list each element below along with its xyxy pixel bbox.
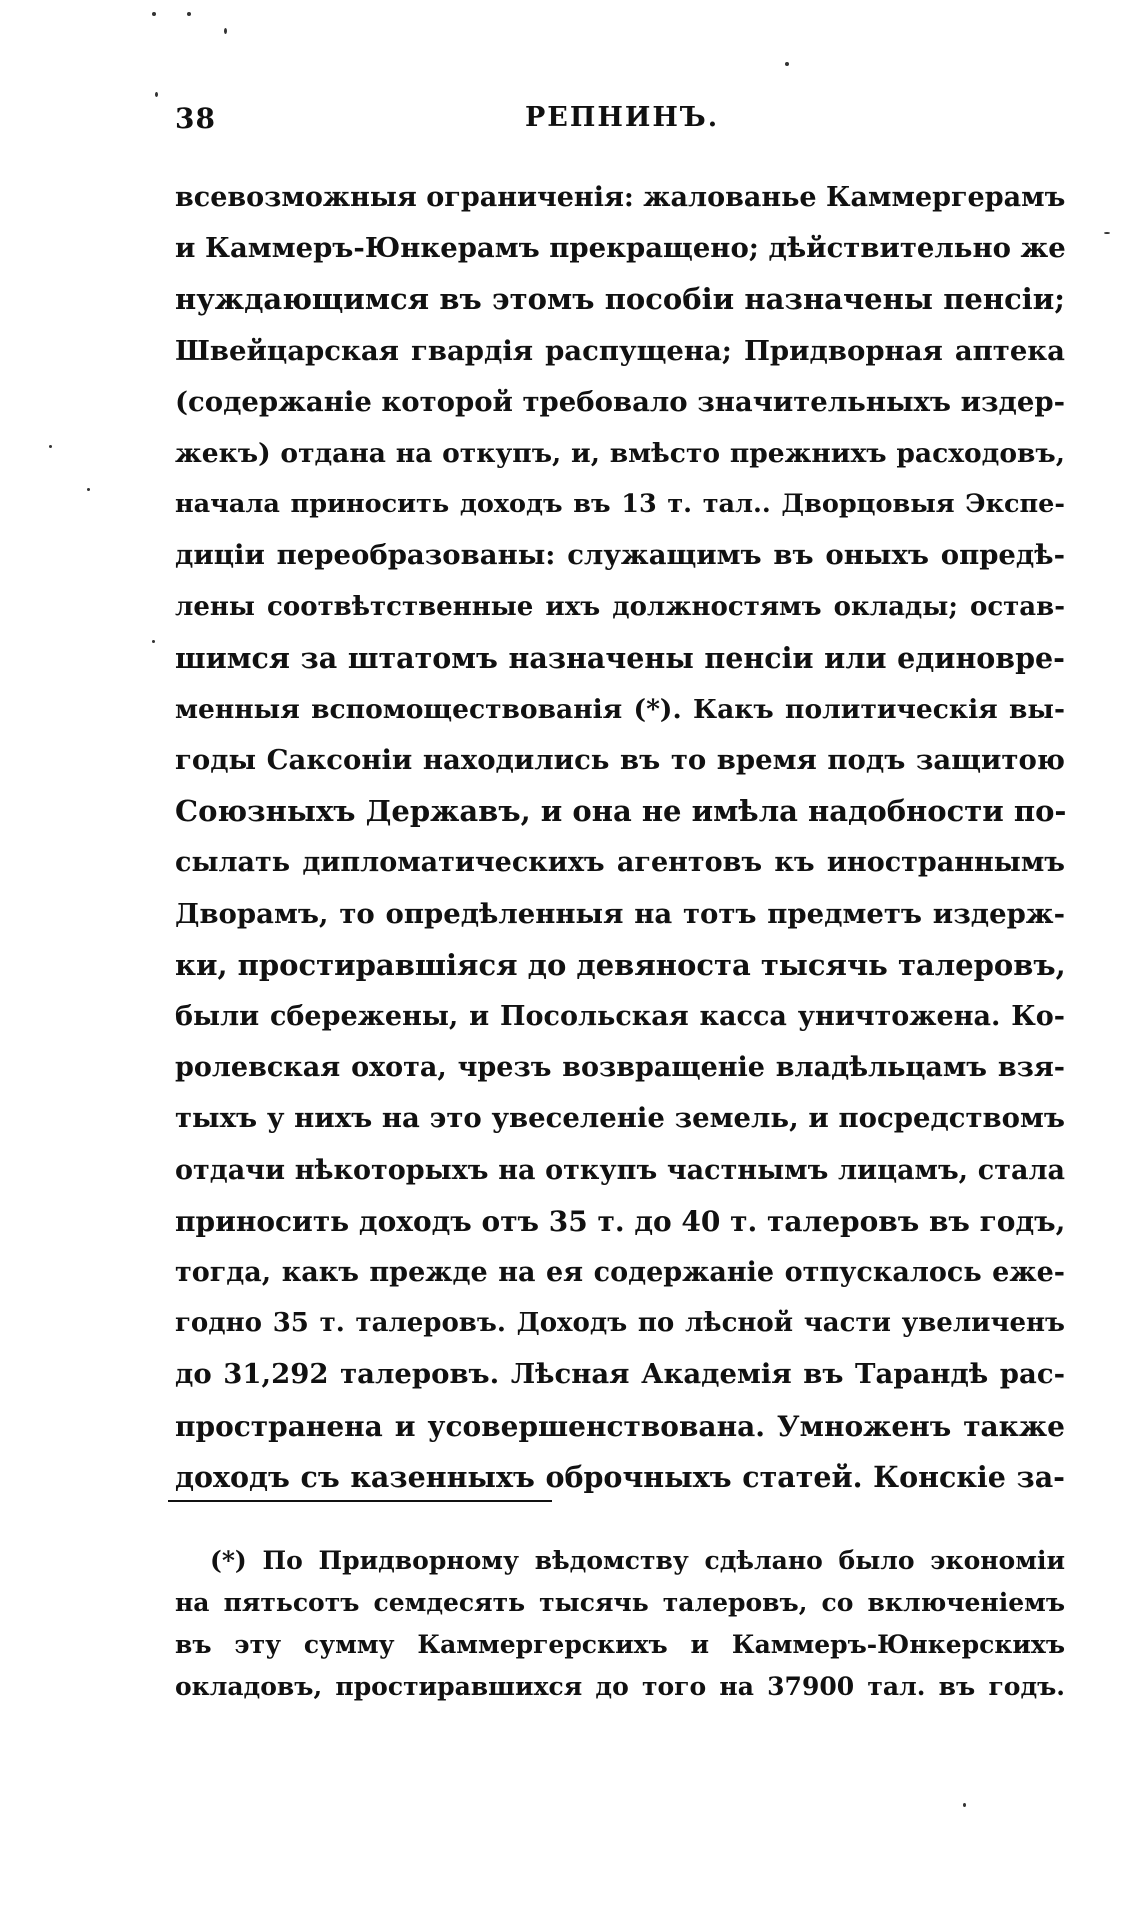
text-line: начала приносить доходъ въ 13 т. тал.. Дворцовыя Экспе- [175, 489, 1065, 520]
footnote-line: (*) По Придворному вѣдомству сдѣлано было экономіи [210, 1546, 1065, 1575]
text-line: были сбережены, и Посольская касса уничтожена. Ко- [175, 1001, 1065, 1032]
text-line: всевозможныя ограниченія: жалованье Каммергерамъ [175, 182, 1066, 213]
footnote [175, 1540, 1065, 1708]
scan-speck [87, 488, 90, 491]
scan-speck [1104, 232, 1110, 234]
scan-speck [155, 92, 158, 97]
text-line: тогда, какъ прежде на ея содержаніе отпускалось еже- [175, 1256, 1065, 1288]
text-line: (содержаніе которой требовало значительныхъ издер- [175, 385, 1065, 418]
text-line: пространена и усовершенствована. Умноженъ также [175, 1409, 1065, 1443]
text-line: Дворамъ, то опредѣленныя на тотъ предметъ издерж- [175, 897, 1065, 930]
text-line: тыхъ у нихъ на это увеселеніе земель, и посредствомъ [175, 1102, 1065, 1135]
scan-speck [152, 12, 156, 16]
text-line: годы Саксоніи находились въ то время подъ защитою [175, 744, 1065, 777]
text-line: годно 35 т. талеровъ. Доходъ по лѣсной части увеличенъ [175, 1308, 1065, 1339]
footnote-line: окладовъ, простиравшихся до того на 37900 тал. въ годъ. [175, 1672, 1065, 1701]
text-line: лены соотвѣтственные ихъ должностямъ оклады; остав- [175, 591, 1065, 622]
text-line: жекъ) отдана на откупъ, и, вмѣсто прежнихъ расходовъ, [175, 437, 1065, 469]
footnote-divider [168, 1500, 552, 1502]
text-line: менныя вспомоществованія (*). Какъ политическія вы- [175, 693, 1065, 725]
text-line: доходъ съ казенныхъ оброчныхъ статей. Конскіе за- [175, 1459, 1065, 1494]
text-line: приносить доходъ отъ 35 т. до 40 т. талеровъ въ годъ, [175, 1204, 1066, 1238]
page-number: 38 [175, 102, 216, 135]
text-line: и Каммеръ-Юнкерамъ прекращено; дѣйствительно же [175, 232, 1066, 265]
text-line: ки, простиравшіяся до девяноста тысячь талеровъ, [175, 947, 1066, 982]
scan-speck [963, 1803, 966, 1807]
running-title: РЕПНИНЪ. [525, 102, 720, 133]
footnote-line: въ эту сумму Каммергерскихъ и Каммеръ-Юнкерскихъ [175, 1630, 1065, 1659]
scan-speck [152, 640, 155, 643]
text-line: Союзныхъ Державъ, и она не имѣла надобности по- [175, 794, 1067, 829]
text-line: отдачи нѣкоторыхъ на откупъ частнымъ лицамъ, стала [175, 1154, 1065, 1186]
scan-speck [224, 28, 227, 34]
footnote-line: на пятьсотъ семдесять тысячь талеровъ, со включеніемъ [175, 1588, 1065, 1617]
text-line: сылать дипломатическихъ агентовъ къ иностраннымъ [175, 847, 1065, 879]
scan-speck [785, 62, 789, 66]
scan-speck [49, 445, 52, 448]
page-header [175, 102, 1060, 142]
main-text [175, 172, 1065, 1503]
text-line: ролевская охота, чрезъ возвращеніе владѣльцамъ взя- [175, 1052, 1065, 1084]
text-line: до 31,292 талеровъ. Лѣсная Академія въ Тарандѣ рас- [175, 1358, 1065, 1391]
text-line: Швейцарская гвардія распущена; Придворная аптека [175, 334, 1065, 367]
text-line: диціи переобразованы: служащимъ въ оныхъ опредѣ- [175, 539, 1065, 572]
text-line: шимся за штатомъ назначены пенсіи или единовре- [175, 640, 1065, 675]
text-line: нуждающимся въ этомъ пособіи назначены пенсіи; [175, 282, 1065, 317]
scan-speck [187, 12, 191, 16]
